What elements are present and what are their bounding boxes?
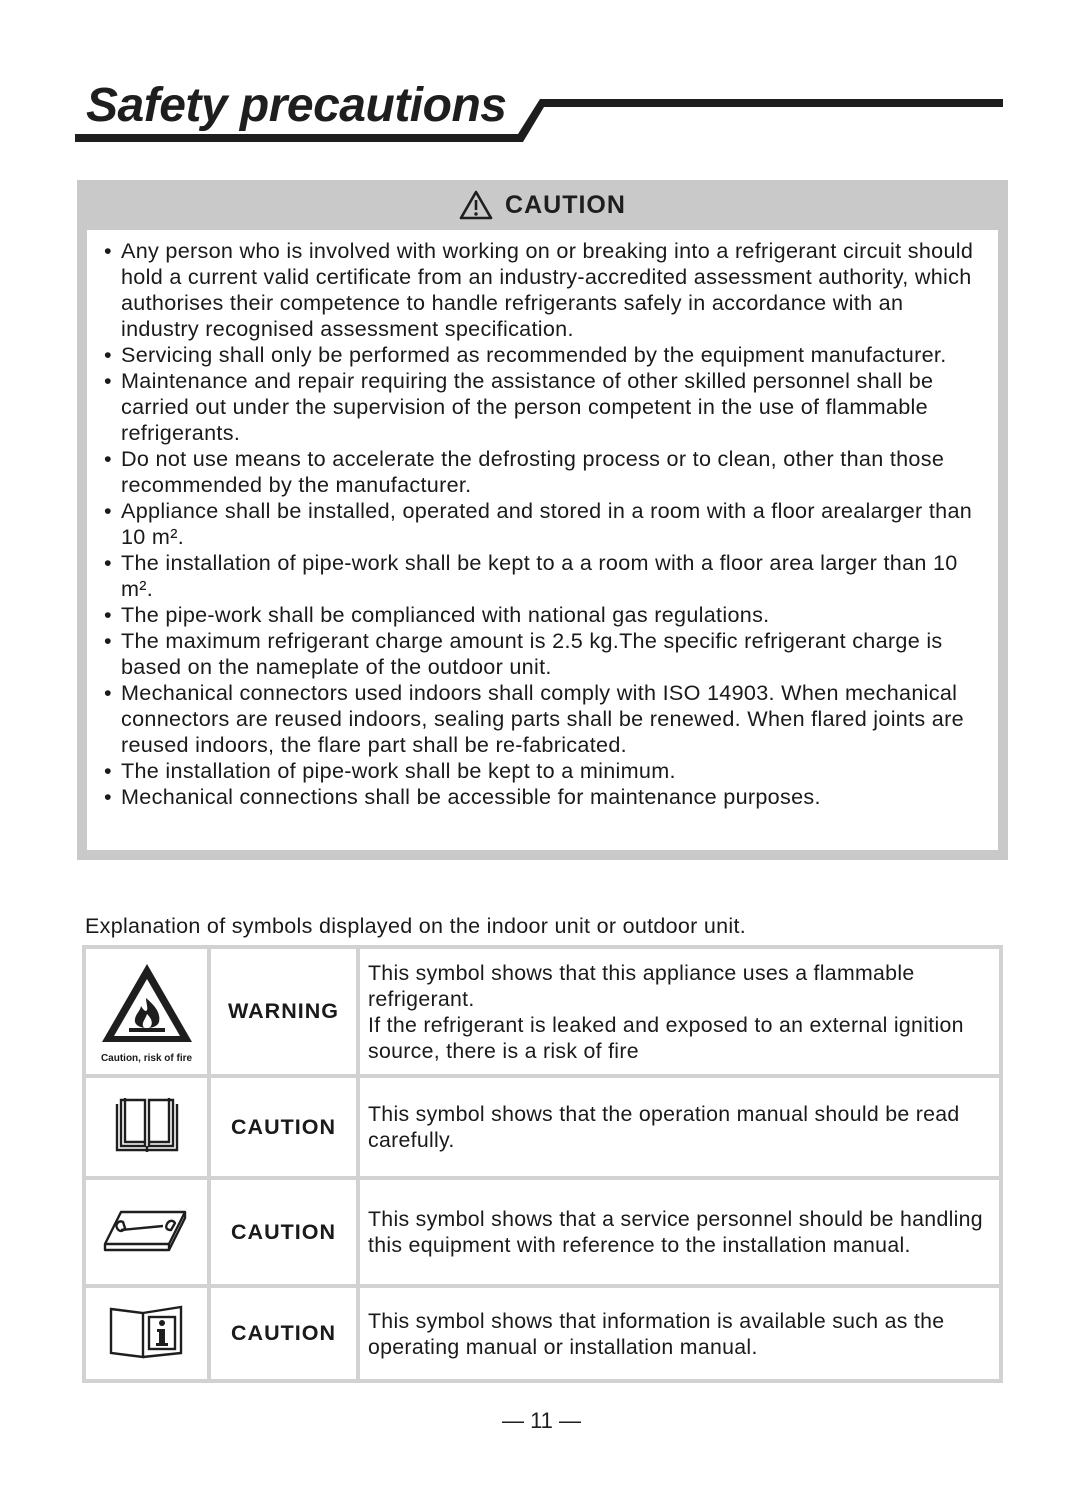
service-manual-icon xyxy=(101,1204,193,1256)
symbol-description xyxy=(358,1178,1001,1286)
description-line: This symbol shows that the operation manual should be read carefully. xyxy=(368,1102,960,1152)
symbol-description xyxy=(358,1286,1001,1381)
flammable-warning-icon xyxy=(99,960,195,1046)
caution-item: • The maximum refrigerant charge amount is 2.5 kg.The specific refrigerant charge is based on the nameplate of the outdoor unit. xyxy=(121,628,986,680)
symbol-cell xyxy=(84,1178,209,1286)
title-rule xyxy=(0,0,1083,160)
symbol-label: CAUTION xyxy=(209,1178,358,1286)
caution-item: • Appliance shall be installed, operated and stored in a room with a floor arealarger than 10 m². xyxy=(121,498,986,550)
symbols-intro: Explanation of symbols displayed on the indoor unit or outdoor unit. xyxy=(85,914,747,938)
symbol-cell xyxy=(84,1076,209,1178)
caution-item: • Mechanical connections shall be accessible for maintenance purposes. xyxy=(121,784,986,810)
caution-body xyxy=(87,230,998,850)
caution-heading-label: CAUTION xyxy=(505,190,626,219)
description-line: This symbol shows that this appliance uses a flammable refrigerant. xyxy=(368,960,915,1011)
symbol-description xyxy=(358,947,1001,1076)
caution-item: • Any person who is involved with working on or breaking into a refrigerant circuit should hold a current valid certificate from an industry-accredited assessment authority, which authorises their competence to handle refrigerants safely in accordance with an industry recognised assessment specification. xyxy=(121,238,986,342)
symbol-label: WARNING xyxy=(209,947,358,1076)
icon-caption: Caution, risk of fire xyxy=(100,1052,193,1064)
operation-manual-icon xyxy=(111,1094,183,1156)
caution-item: • The pipe-work shall be complianced with national gas regulations. xyxy=(121,602,986,628)
description-line: If the refrigerant is leaked and exposed to an external ignition source, there is a risk of fire xyxy=(368,1012,964,1063)
table-row xyxy=(84,1286,1001,1381)
caution-list xyxy=(87,230,998,810)
description-line: This symbol shows that a service personnel should be handling this equipment with reference to the installation manual. xyxy=(368,1207,983,1257)
symbols-table xyxy=(82,945,1003,1383)
symbol-label: CAUTION xyxy=(209,1076,358,1178)
symbol-description xyxy=(358,1076,1001,1178)
caution-item: • Servicing shall only be performed as recommended by the equipment manufacturer. xyxy=(121,342,986,368)
caution-item: • Do not use means to accelerate the defrosting process or to clean, other than those recommended by the manufacturer. xyxy=(121,446,986,498)
page-number: — 11 — xyxy=(501,1408,582,1433)
symbol-cell xyxy=(84,947,209,1076)
symbol-cell xyxy=(84,1286,209,1381)
caution-item: • Mechanical connectors used indoors shall comply with ISO 14903. When mechanical connectors are reused indoors, sealing parts shall be renewed. When flared joints are reused indoors, the flare part shall be re-fabricated. xyxy=(121,680,986,758)
warning-triangle-icon xyxy=(459,190,493,220)
information-manual-icon xyxy=(107,1303,187,1359)
caution-item: • The installation of pipe-work shall be kept to a minimum. xyxy=(121,758,986,784)
description-line: This symbol shows that information is available such as the operating manual or installation manual. xyxy=(368,1308,945,1359)
table-row xyxy=(84,1178,1001,1286)
symbol-label: CAUTION xyxy=(209,1286,358,1381)
table-row xyxy=(84,1076,1001,1178)
table-row xyxy=(84,947,1001,1076)
caution-item: • Maintenance and repair requiring the assistance of other skilled personnel shall be carried out under the supervision of the person competent in the use of flammable refrigerants. xyxy=(121,368,986,446)
page-title: Safety precautions xyxy=(86,79,507,132)
caution-heading xyxy=(77,180,1008,230)
caution-item: • The installation of pipe-work shall be kept to a a room with a floor area larger than 10 m². xyxy=(121,550,986,602)
caution-panel xyxy=(77,180,1008,860)
